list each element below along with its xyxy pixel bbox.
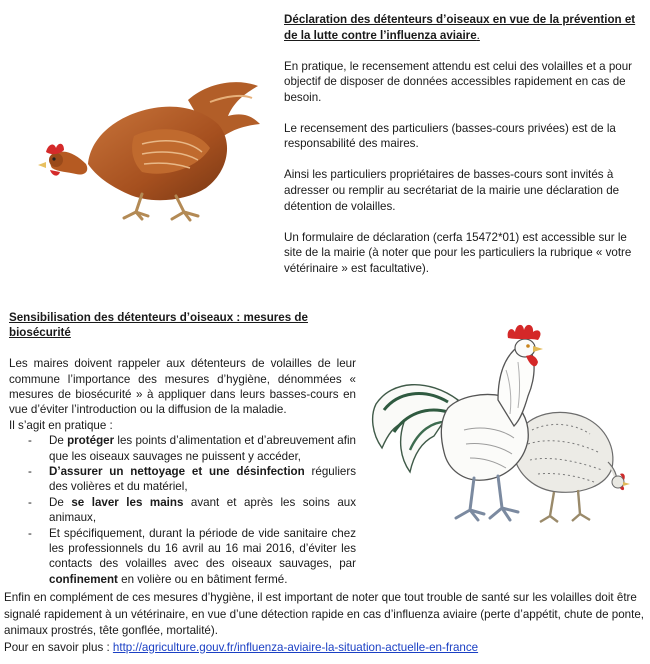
biosecurity-section	[9, 310, 356, 587]
biosecurity-intro-2: Il s’agit en pratique :	[9, 418, 113, 432]
more-info-line	[4, 640, 644, 657]
white-rooster-and-speckled-hen-illustration	[368, 322, 634, 528]
biosecurity-intro: Les maires doivent rappeler aux détenteurs de volailles de leur commune l’importance des mesures d’hygiène, dénommées « mesures de biosécurité » à appliquer dans leurs basses-cours en vue d’éviter l’introduction ou la diffusion de la maladie.	[9, 357, 356, 417]
declaration-paragraph-3: Ainsi les particuliers propriétaires de basses-cours sont invités à adresser ou remplir au secrétariat de la mairie une déclaration de détention de volailles.	[284, 168, 620, 213]
biosecurity-measures-list	[9, 433, 356, 587]
more-info-link[interactable]: http://agriculture.gouv.fr/influenza-aviaire-la-situation-actuelle-en-france	[112, 640, 479, 654]
closing-section	[4, 590, 644, 656]
measure-item: - De protéger les points d’alimentation et d’abreuvement afin que les oiseaux sauvages ne puissent y accéder,	[28, 434, 356, 463]
more-info-label: Pour en savoir plus :	[4, 640, 113, 654]
declaration-heading: Déclaration des détenteurs d’oiseaux en vue de la prévention et de la lutte contre l’influenza aviaire.	[284, 13, 636, 42]
declaration-paragraph-4: Un formulaire de déclaration (cerfa 15472*01) est accessible sur le site de la mairie (à noter que pour les particuliers la rubrique « votre vétérinaire » est facultative).	[284, 230, 632, 275]
measure-item: - De se laver les mains avant et après les soins aux animaux,	[28, 495, 357, 525]
biosecurity-heading: Sensibilisation des détenteurs d’oiseaux : mesures de biosécurité	[9, 311, 308, 340]
measure-item: - Et spécifiquement, durant la période de vide sanitaire chez les professionnels du 16 avril au 16 mai 2016, d’éviter les contacts des volailles avec des oiseaux sauvages, par confinement en volière ou en bâtiment fermé.	[28, 526, 356, 586]
declaration-paragraph-2: Le recensement des particuliers (basses-cours privées) est de la responsabilité des maires.	[284, 121, 616, 151]
declaration-paragraph-1: En pratique, le recensement attendu est celui des volailles et a pour objectif de disposer de données accessibles rapidement en cas de besoin.	[284, 59, 633, 104]
measure-item: - D’assurer un nettoyage et une désinfection réguliers des volières et du matériel,	[28, 465, 356, 494]
brown-hen-illustration	[38, 72, 264, 222]
declaration-section	[284, 12, 636, 292]
closing-paragraph: Enfin en complément de ces mesures d’hygiène, il est important de noter que tout trouble de santé sur les volailles doit être signalé rapidement à un vétérinaire, en vue d’une détection rapide en cas d’influenza aviaire (perte d’appétit, chute de ponte, animaux prostrés, tête gonflée, mortalité).	[4, 591, 645, 637]
